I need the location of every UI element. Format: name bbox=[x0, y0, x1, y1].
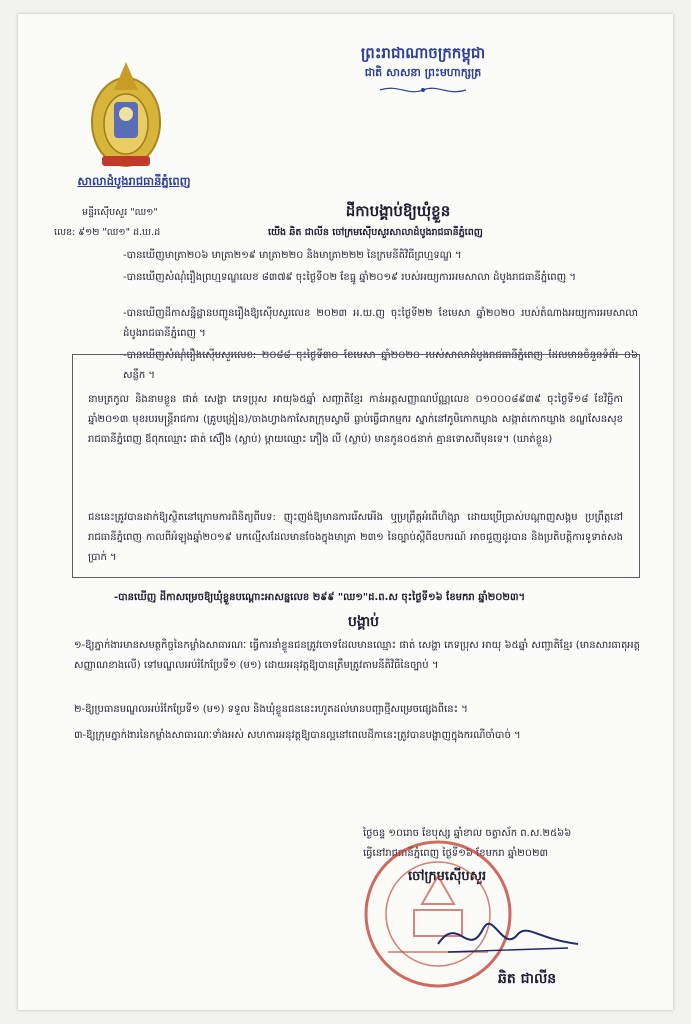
solar-date: ធ្វើនៅរាជធានីភ្នំពេញ ថ្ងៃទី១៦ ខែមករា ឆ្នាំ២០២៣ bbox=[363, 848, 549, 859]
signature-icon bbox=[428, 904, 588, 964]
document-title: ដីកាបង្គាប់ឱ្យឃុំខ្លួន bbox=[345, 202, 451, 220]
lunar-date: ថ្ងៃចន្ទ ១០រោច ខែបុស្ស ឆ្នាំខាល ចត្វាស័ក ព.ស.២៥៦៦ bbox=[363, 828, 572, 839]
flourish-divider bbox=[378, 84, 468, 96]
order-3: ៣-ឱ្យក្រុមភ្នាក់ងារនៃកម្លាំងសាធារណៈទាំងអស់ សហការអនុវត្តឱ្យបានល្អនៅពេលដីកានេះត្រូវបានបង្ហាញក្នុងករណីចាំបាច់ ។ bbox=[74, 730, 521, 741]
document-number: លេខ: ៩១២ "ឈ១" ដ.ឃ.ដ bbox=[54, 227, 161, 238]
person-details: នាមត្រកូល និងនាមខ្លួន ផាត់ សេង្ហា ភេទប្រុស អាយុ៦៥ឆ្នាំ សញ្ជាតិខ្មែរ កាន់អត្តសញ្ញាណប័ណ្ណលេខ ០១០០០៨៩៣៩ ចុះថ្ងៃទី១៨ ខែវិច្ឆិកា ឆ្នាំ២០១៣ មុខរបរមន្ត្រីរាជការ (គ្រូបង្រៀន)/ចាងហ្វាងកាសែតក្រុមស្វាមី ធ្លាប់ធ្វើជាកម្មករ ស្នាក់នៅភូមិកោកឃ្លាង សង្កាត់កោកឃ្លាង ខណ្ឌសែនសុខ រាជធានីភ្នំពេញ ឪពុកឈ្មោះ ផាត់ ស៊ឿង (ស្លាប់) ម្តាយឈ្មោះ ភឿង លី (ស្លាប់) មានកូន០៥នាក់ គ្មានទោសពីមុនទេ។ (ឃាត់ខ្លួន) bbox=[88, 394, 623, 445]
office-ref: មន្ទីរស៊ើបសួរ "ឈ១" bbox=[82, 207, 158, 218]
national-motto: ជាតិ សាសនា ព្រះមហាក្សត្រ bbox=[364, 66, 482, 79]
order-heading: បង្គាប់ bbox=[347, 614, 380, 630]
consideration-1: -បានឃើញមាត្រា២០៦ មាត្រា២១៩ មាត្រា២២០ និងមាត្រា២២២ នៃក្រមនីតិវិធីព្រហ្មទណ្ឌ ។ bbox=[123, 250, 462, 261]
decision-line: -បានឃើញ ដីកាសម្រេចឱ្យឃុំខ្លួនបណ្តោះអាសន្នលេខ ២៩៩ "ឈ១"ដ.ព.ស ចុះថ្ងៃទី១៦ ខែមករា ឆ្នាំ២០២៣។ bbox=[114, 592, 526, 603]
issuer-line: យើង ឆិត ជាលីន ចៅក្រមស៊ើបសួរសាលាដំបូងរាជធានីភ្នំពេញ bbox=[268, 227, 483, 238]
consideration-4: -បានឃើញសំណុំរឿងស៊ើបសួរលេខ: ២០៨៨ ចុះថ្ងៃទី៣០ ខែមេសា ឆ្នាំ២០២០ របស់សាលាដំបូងរាជធានីភ្នំពេញ ដែលមានចំនួនទំព័រ ០៦ សន្លឹក ។ bbox=[123, 350, 638, 381]
kingdom-heading: ព្រះរាជាណាចក្រកម្ពុជា bbox=[360, 44, 486, 62]
signatory-name: ឆិត ជាលីន bbox=[498, 971, 557, 987]
document-page bbox=[18, 14, 673, 1010]
court-name: សាលាដំបូងរាជធានីភ្នំពេញ bbox=[77, 174, 191, 188]
court-emblem-icon bbox=[86, 52, 166, 172]
charge-details: ជននេះត្រូវបានដាក់ឱ្យស្ថិតនៅក្រោមការពិនិត្យពីបទ: ញុះញង់ឱ្យមានការរើសអើង ឬប្រព្រឹត្តអំពើហិង្សា ដោយប្រើប្រាស់បណ្តាញសង្គម ប្រព្រឹត្តនៅរាជធានីភ្នំពេញ កាលពីអំឡុងឆ្នាំ២០១៩ មកល្មើសដែលមានចែងក្នុងមាត្រា ២៣១ នៃច្បាប់ស្តីពីឧបករណ៍ អាចជួញដូរបាន និងប្រតិបត្តិការទូទាត់សងប្រាក់ ។ bbox=[88, 512, 623, 563]
consideration-2: -បានឃើញសំណុំរឿងព្រហ្មទណ្ឌលេខ ៨៣៧៩ ចុះថ្ងៃទី០២ ខែធ្នូ ឆ្នាំ២០១៩ របស់អយ្យការអមសាលា ដំបូងរាជធានីភ្នំពេញ ។ bbox=[123, 272, 576, 283]
order-2: ២-ឱ្យប្រធានមណ្ឌលអប់រំកែប្រែទី១ (ម១) ទទួល និងឃុំខ្លួនជននេះរហូតដល់មានបញ្ជាថ្មីសម្រេចផ្សេងពីនេះ ។ bbox=[74, 704, 468, 715]
consideration-3: -បានឃើញដីកាសន្និដ្ឋានបញ្ជូនរឿងឱ្យស៊ើបសួរលេខ ២០២៣ អ.យ.ញ ចុះថ្ងៃទី២២ ខែមេសា ឆ្នាំ២០២០ របស់តំណាងអយ្យការអមសាលាដំបូងរាជធានីភ្នំពេញ ។ bbox=[123, 308, 638, 339]
signatory-role: ចៅក្រមស៊ើបសួរ bbox=[408, 869, 487, 884]
order-1: ១-ឱ្យភ្នាក់ងារមានសមត្ថកិច្ចនៃកម្លាំងសាធារណៈ ធ្វើការនាំខ្លួនជនត្រូវចោទដែលមានឈ្មោះ ផាត់ សេង្ហា ភេទប្រុស អាយុ ៦៥ឆ្នាំ សញ្ជាតិខ្មែរ (មានសារធាតុអត្តសញ្ញាណខាងលើ) ទៅមណ្ឌលអប់រំកែប្រែទី១ (ម១) ដោយអនុវត្តឱ្យបានត្រឹមត្រូវតាមនីតិវិធីនៃច្បាប់ ។ bbox=[74, 640, 640, 671]
